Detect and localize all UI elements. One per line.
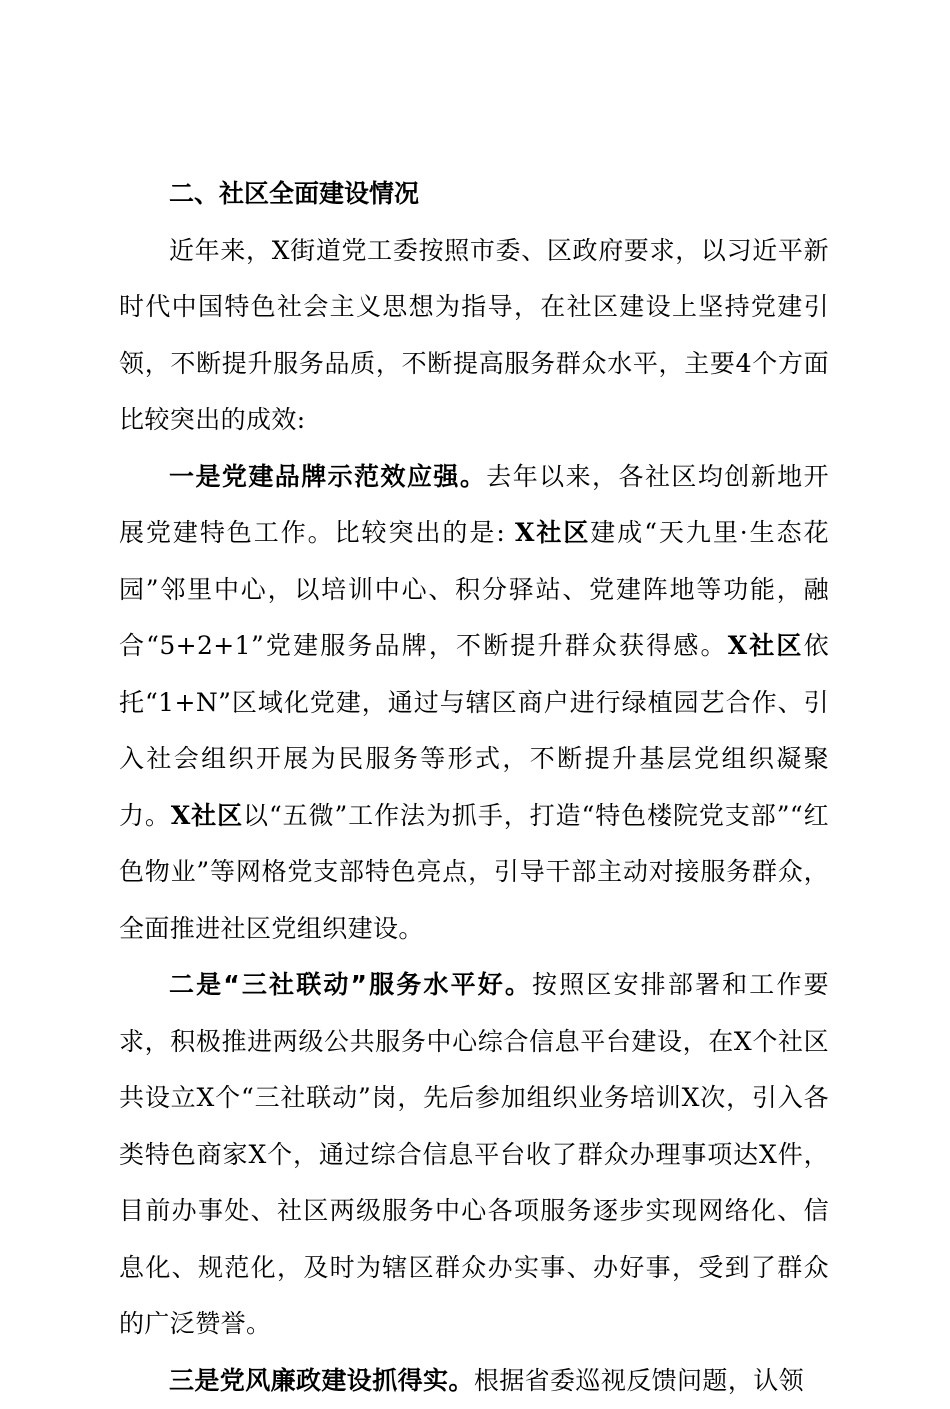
paragraph-lead: 二是“三社联动”服务水平好。 xyxy=(169,970,532,999)
community-name: X社区 xyxy=(515,518,590,547)
community-name: X社区 xyxy=(728,631,804,660)
paragraph-text: 依托“1+N”区域化党建，通过与辖区商户进行绿植园艺合作、引入社会组织开展为民服务等形式，不断提升基层党组织凝聚力。 xyxy=(119,631,829,830)
document-body xyxy=(119,166,829,1409)
section-heading: 二、社区全面建设情况 xyxy=(119,166,829,223)
paragraph-lead: 三是党风廉政建设抓得实。 xyxy=(169,1366,474,1395)
community-name: X社区 xyxy=(171,801,243,830)
paragraph-text: 去年以来，各社区均创新地开展党建特色工作。比较突出的是: xyxy=(119,462,829,548)
paragraph-party-brand xyxy=(119,449,829,958)
paragraph-text: 以“五微”工作法为抓手，打造“特色楼院党支部”“红色物业”等网格党支部特色亮点，引导干部主动对接服务群众，全面推进社区党组织建设。 xyxy=(119,801,829,943)
paragraph-three-society xyxy=(119,957,829,1353)
paragraph-integrity xyxy=(119,1353,829,1409)
paragraph-text: 根据省委巡视反馈问题，认领 xyxy=(474,1366,804,1395)
paragraph-text: 建成“天九里·生态花园”邻里中心，以培训中心、积分驿站、党建阵地等功能，融合“5+2+1”党建服务品牌，不断提升群众获得感。 xyxy=(119,518,829,660)
paragraph-text: 按照区安排部署和工作要求，积极推进两级公共服务中心综合信息平台建设，在X个社区共设立X个“三社联动”岗，先后参加组织业务培训X次，引入各类特色商家X个，通过综合信息平台收了群众办理事项达X件，目前办事处、社区两级服务中心各项服务逐步实现网络化、信息化、规范化，及时为辖区群众办实事、办好事，受到了群众的广泛赞誉。 xyxy=(119,970,829,1338)
paragraph-lead: 一是党建品牌示范效应强。 xyxy=(169,462,486,491)
intro-paragraph: 近年来，X街道党工委按照市委、区政府要求，以习近平新时代中国特色社会主义思想为指导，在社区建设上坚持党建引领，不断提升服务品质，不断提高服务群众水平，主要4个方面比较突出的成效: xyxy=(119,223,829,449)
